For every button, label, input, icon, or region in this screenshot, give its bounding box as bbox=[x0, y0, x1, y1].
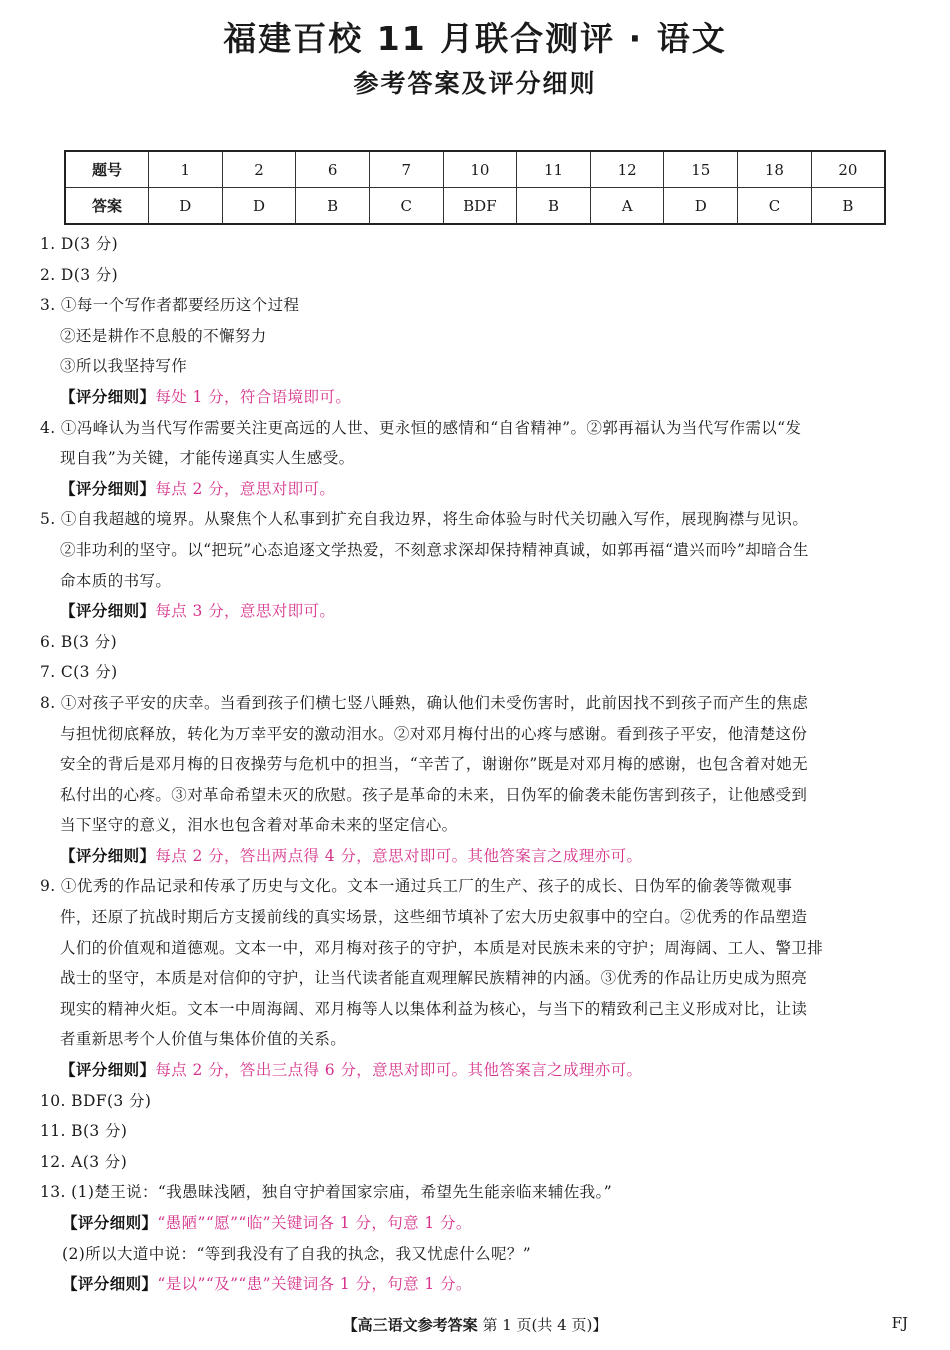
question-cell: 7 bbox=[369, 151, 443, 188]
question-number-row bbox=[65, 151, 885, 188]
question-cell: 12 bbox=[590, 151, 664, 188]
answer-cell: B bbox=[296, 188, 370, 225]
answer-line: 12. A(3 分) bbox=[40, 1152, 128, 1171]
scoring-rule-text: “是以”“及”“患”关键词各 1 分，句意 1 分。 bbox=[157, 1275, 472, 1294]
answer-line: 1. D(3 分) bbox=[40, 235, 119, 253]
answer-cell: D bbox=[222, 188, 296, 225]
scoring-rule-line bbox=[40, 474, 920, 505]
answer-line: 3. ①每一个写作者都要经历这个过程 bbox=[40, 296, 300, 315]
answer-line: 13. (1)楚王说：“我愚昧浅陋，独自守护着国家宗庙，希望先生能亲临来辅佐我。” bbox=[40, 1183, 613, 1202]
answer-line: 者重新思考个人价值与集体价值的关系。 bbox=[60, 1030, 347, 1049]
scoring-rule-line bbox=[40, 1269, 920, 1300]
answer-cell: D bbox=[664, 188, 738, 225]
question-cell: 2 bbox=[222, 151, 296, 188]
scoring-rule-tag: 【评分细则】 bbox=[62, 1214, 158, 1232]
scoring-rule-line bbox=[40, 382, 920, 413]
answer-line: 6. B(3 分) bbox=[40, 632, 118, 651]
answer-content bbox=[40, 229, 920, 1300]
footer-label: 【高三语文参考答案 bbox=[342, 1316, 478, 1334]
question-cell: 1 bbox=[149, 151, 223, 188]
question-cell: 11 bbox=[517, 151, 591, 188]
question-cell: 20 bbox=[811, 151, 885, 188]
answer-line: 11. B(3 分) bbox=[40, 1122, 128, 1141]
question-cell: 10 bbox=[443, 151, 517, 188]
answer-line: ②非功利的坚守。以“把玩”心态追逐文学热爱，不刻意求深却保持精神真诚，如郭再福“遣兴而吟”却暗合生 bbox=[60, 540, 809, 559]
row-header-question: 题号 bbox=[65, 151, 149, 188]
scoring-rule-line bbox=[40, 1208, 920, 1239]
answer-line: 人们的价值观和道德观。文本一中，邓月梅对孩子的守护，本质是对民族未来的守护；周海阔、工人、警卫排 bbox=[60, 938, 824, 957]
row-header-answer: 答案 bbox=[65, 188, 149, 225]
answer-cell: C bbox=[738, 188, 812, 225]
answer-line: 7. C(3 分) bbox=[40, 663, 118, 682]
answer-cell: D bbox=[149, 188, 223, 225]
scoring-rule-line bbox=[40, 1055, 920, 1086]
scoring-rule-tag: 【评分细则】 bbox=[60, 602, 156, 621]
scoring-rule-text: “愚陋”“愿”“临”关键词各 1 分，句意 1 分。 bbox=[157, 1214, 472, 1232]
answer-line: ③所以我坚持写作 bbox=[60, 357, 188, 376]
scoring-rule-text: 每点 3 分，意思对即可。 bbox=[155, 602, 336, 621]
scoring-rule-text: 每点 2 分，答出两点得 4 分，意思对即可。其他答案言之成理亦可。 bbox=[155, 846, 643, 865]
answer-cell: B bbox=[517, 188, 591, 225]
answer-line: 私付出的心疼。③对革命希望未灭的欣慰。孩子是革命的未来，日伪军的偷袭未能伤害到孩子，让他感受到 bbox=[60, 785, 808, 804]
scoring-rule-line bbox=[40, 596, 920, 627]
answer-line: 5. ①自我超越的境界。从聚焦个人私事到扩充自我边界，将生命体验与时代关切融入写作，展现胸襟与见识。 bbox=[40, 510, 809, 529]
footer-region-code: FJ bbox=[891, 1314, 908, 1332]
answer-row bbox=[65, 188, 885, 225]
page-subtitle: 参考答案及评分细则 bbox=[353, 69, 597, 98]
answer-line: 命本质的书写。 bbox=[60, 571, 172, 590]
scoring-rule-line bbox=[40, 841, 920, 872]
answer-line: 安全的背后是邓月梅的日夜操劳与危机中的担当，“辛苦了，谢谢你”既是对邓月梅的感谢，也包含着对她无 bbox=[60, 755, 809, 774]
question-cell: 6 bbox=[296, 151, 370, 188]
answer-cell: A bbox=[590, 188, 664, 225]
question-cell: 18 bbox=[738, 151, 812, 188]
answer-line: 9. ①优秀的作品记录和传承了历史与文化。文本一通过兵工厂的生产、孩子的成长、日伪军的偷袭等微观事 bbox=[40, 877, 793, 896]
page-title: 福建百校 11 月联合测评 · 语文 bbox=[223, 19, 727, 58]
answer-cell: C bbox=[369, 188, 443, 225]
footer-page-number: 第 1 页(共 4 页)】 bbox=[482, 1316, 608, 1334]
answer-line: 与担忧彻底释放，转化为万幸平安的激动泪水。②对邓月梅付出的心疼与感谢。看到孩子平安，他清楚这份 bbox=[60, 724, 808, 743]
scoring-rule-tag: 【评分细则】 bbox=[60, 479, 156, 498]
scoring-rule-text: 每点 2 分，意思对即可。 bbox=[155, 479, 336, 498]
answer-line: (2)所以大道中说：“等到我没有了自我的执念，我又忧虑什么呢？” bbox=[62, 1244, 532, 1263]
answer-line: 件，还原了抗战时期后方支援前线的真实场景，这些细节填补了宏大历史叙事中的空白。②优秀的作品塑造 bbox=[60, 908, 808, 927]
answer-line: 现实的精神火炬。文本一中周海阔、邓月梅等人以集体利益为核心，与当下的精致利己主义形成对比，让读 bbox=[60, 999, 808, 1018]
answer-cell: BDF bbox=[443, 188, 517, 225]
answer-line: 10. BDF(3 分) bbox=[40, 1091, 152, 1110]
scoring-rule-text: 每处 1 分，符合语境即可。 bbox=[155, 387, 352, 406]
answer-line: 战士的坚守，本质是对信仰的守护，让当代读者能直观理解民族精神的内涵。③优秀的作品让历史成为照亮 bbox=[60, 969, 808, 988]
answer-line: 4. ①冯峰认为当代写作需要关注更高远的人世、更永恒的感情和“自省精神”。②郭再福认为当代写作需以“发 bbox=[40, 418, 802, 437]
answer-line: 8. ①对孩子平安的庆幸。当看到孩子们横七竖八睡熟，确认他们未受伤害时，此前因找不到孩子而产生的焦虑 bbox=[40, 693, 809, 712]
answer-line: 现自我”为关键，才能传递真实人生感受。 bbox=[60, 449, 355, 468]
answer-cell: B bbox=[811, 188, 885, 225]
answer-line: 当下坚守的意义，泪水也包含着对革命未来的坚定信心。 bbox=[60, 816, 458, 835]
answer-line: 2. D(3 分) bbox=[40, 265, 119, 284]
scoring-rule-text: 每点 2 分，答出三点得 6 分，意思对即可。其他答案言之成理亦可。 bbox=[155, 1061, 643, 1080]
page-footer bbox=[0, 1314, 950, 1335]
scoring-rule-tag: 【评分细则】 bbox=[62, 1275, 158, 1294]
answer-table bbox=[64, 150, 886, 225]
scoring-rule-tag: 【评分细则】 bbox=[60, 846, 156, 865]
scoring-rule-tag: 【评分细则】 bbox=[60, 1061, 156, 1080]
question-cell: 15 bbox=[664, 151, 738, 188]
answer-line: ②还是耕作不息般的不懈努力 bbox=[60, 326, 267, 345]
scoring-rule-tag: 【评分细则】 bbox=[60, 387, 156, 406]
